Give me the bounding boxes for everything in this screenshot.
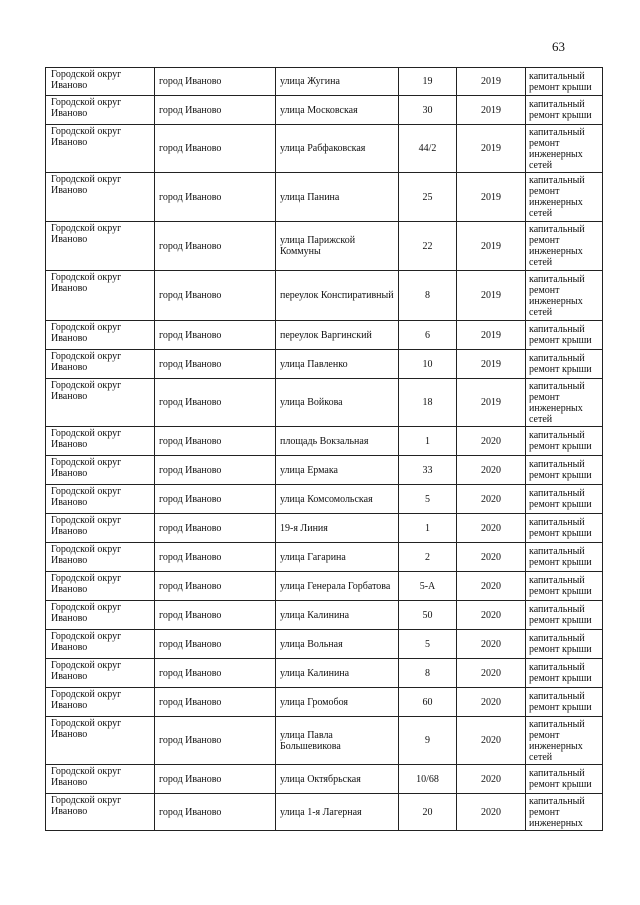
- street-cell: 19-я Линия: [276, 514, 399, 543]
- okrug-cell: Городской округ Иваново: [46, 794, 155, 831]
- city-cell: город Иваново: [155, 125, 276, 173]
- street-cell: переулок Конспиративный: [276, 271, 399, 321]
- table-body: [46, 68, 603, 831]
- city-cell: город Иваново: [155, 271, 276, 321]
- city-cell: город Иваново: [155, 427, 276, 456]
- okrug-cell: Городской округ Иваново: [46, 271, 155, 321]
- house-number-cell: 33: [399, 456, 457, 485]
- street-cell: улица Ермака: [276, 456, 399, 485]
- street-cell: улица Октябрьская: [276, 765, 399, 794]
- house-number-cell: 50: [399, 601, 457, 630]
- page-number: 63: [552, 39, 565, 54]
- work-type-cell: капитальный ремонт крыши: [526, 765, 603, 794]
- year-cell: 2019: [457, 379, 526, 427]
- work-type-cell: капитальный ремонт крыши: [526, 456, 603, 485]
- okrug-cell: Городской округ Иваново: [46, 173, 155, 222]
- work-type-cell: капитальный ремонт крыши: [526, 601, 603, 630]
- year-cell: 2020: [457, 688, 526, 717]
- table-row: [46, 427, 603, 456]
- house-number-cell: 18: [399, 379, 457, 427]
- city-cell: город Иваново: [155, 68, 276, 96]
- table-row: [46, 659, 603, 688]
- house-number-cell: 22: [399, 222, 457, 271]
- work-type-cell: капитальный ремонт инженерных сетей: [526, 222, 603, 271]
- table-row: [46, 794, 603, 831]
- work-type-cell: капитальный ремонт крыши: [526, 514, 603, 543]
- city-cell: город Иваново: [155, 688, 276, 717]
- table-row: [46, 601, 603, 630]
- year-cell: 2019: [457, 271, 526, 321]
- okrug-cell: Городской округ Иваново: [46, 68, 155, 96]
- year-cell: 2019: [457, 222, 526, 271]
- work-type-cell: капитальный ремонт крыши: [526, 630, 603, 659]
- work-type-cell: капитальный ремонт крыши: [526, 96, 603, 125]
- street-cell: улица Вольная: [276, 630, 399, 659]
- work-type-cell: капитальный ремонт крыши: [526, 321, 603, 350]
- city-cell: город Иваново: [155, 379, 276, 427]
- year-cell: 2020: [457, 485, 526, 514]
- table-row: [46, 456, 603, 485]
- okrug-cell: Городской округ Иваново: [46, 379, 155, 427]
- work-type-cell: капитальный ремонт крыши: [526, 659, 603, 688]
- house-number-cell: 5-А: [399, 572, 457, 601]
- city-cell: город Иваново: [155, 456, 276, 485]
- house-number-cell: 19: [399, 68, 457, 96]
- house-number-cell: 5: [399, 630, 457, 659]
- house-number-cell: 8: [399, 271, 457, 321]
- year-cell: 2020: [457, 794, 526, 831]
- year-cell: 2020: [457, 543, 526, 572]
- city-cell: город Иваново: [155, 222, 276, 271]
- city-cell: город Иваново: [155, 173, 276, 222]
- street-cell: улица Панина: [276, 173, 399, 222]
- table-row: [46, 765, 603, 794]
- street-cell: улица Калинина: [276, 659, 399, 688]
- city-cell: город Иваново: [155, 514, 276, 543]
- table-row: [46, 630, 603, 659]
- house-number-cell: 60: [399, 688, 457, 717]
- year-cell: 2020: [457, 659, 526, 688]
- repair-table: [45, 67, 603, 831]
- year-cell: 2019: [457, 350, 526, 379]
- work-type-cell: капитальный ремонт инженерных: [526, 794, 603, 831]
- work-type-cell: капитальный ремонт крыши: [526, 543, 603, 572]
- okrug-cell: Городской округ Иваново: [46, 321, 155, 350]
- city-cell: город Иваново: [155, 765, 276, 794]
- work-type-cell: капитальный ремонт крыши: [526, 427, 603, 456]
- work-type-cell: капитальный ремонт инженерных сетей: [526, 125, 603, 173]
- okrug-cell: Городской округ Иваново: [46, 427, 155, 456]
- work-type-cell: капитальный ремонт инженерных сетей: [526, 717, 603, 765]
- table-row: [46, 125, 603, 173]
- table-row: [46, 321, 603, 350]
- year-cell: 2019: [457, 125, 526, 173]
- okrug-cell: Городской округ Иваново: [46, 688, 155, 717]
- table-row: [46, 350, 603, 379]
- city-cell: город Иваново: [155, 659, 276, 688]
- table-row: [46, 688, 603, 717]
- table-row: [46, 572, 603, 601]
- house-number-cell: 2: [399, 543, 457, 572]
- okrug-cell: Городской округ Иваново: [46, 485, 155, 514]
- table-row: [46, 173, 603, 222]
- table-row: [46, 543, 603, 572]
- table-row: [46, 271, 603, 321]
- house-number-cell: 5: [399, 485, 457, 514]
- house-number-cell: 9: [399, 717, 457, 765]
- okrug-cell: Городской округ Иваново: [46, 514, 155, 543]
- city-cell: город Иваново: [155, 794, 276, 831]
- city-cell: город Иваново: [155, 601, 276, 630]
- street-cell: улица Московская: [276, 96, 399, 125]
- year-cell: 2019: [457, 96, 526, 125]
- table-row: [46, 514, 603, 543]
- house-number-cell: 44/2: [399, 125, 457, 173]
- year-cell: 2020: [457, 601, 526, 630]
- house-number-cell: 1: [399, 514, 457, 543]
- year-cell: 2020: [457, 572, 526, 601]
- work-type-cell: капитальный ремонт инженерных сетей: [526, 271, 603, 321]
- year-cell: 2020: [457, 717, 526, 765]
- work-type-cell: капитальный ремонт инженерных сетей: [526, 379, 603, 427]
- house-number-cell: 1: [399, 427, 457, 456]
- city-cell: город Иваново: [155, 350, 276, 379]
- year-cell: 2020: [457, 427, 526, 456]
- street-cell: улица Калинина: [276, 601, 399, 630]
- house-number-cell: 30: [399, 96, 457, 125]
- city-cell: город Иваново: [155, 717, 276, 765]
- street-cell: улица Павла Большевикова: [276, 717, 399, 765]
- city-cell: город Иваново: [155, 572, 276, 601]
- work-type-cell: капитальный ремонт крыши: [526, 688, 603, 717]
- year-cell: 2020: [457, 456, 526, 485]
- house-number-cell: 10: [399, 350, 457, 379]
- okrug-cell: Городской округ Иваново: [46, 125, 155, 173]
- okrug-cell: Городской округ Иваново: [46, 350, 155, 379]
- year-cell: 2020: [457, 765, 526, 794]
- street-cell: улица Парижской Коммуны: [276, 222, 399, 271]
- street-cell: улица Гагарина: [276, 543, 399, 572]
- work-type-cell: капитальный ремонт инженерных сетей: [526, 173, 603, 222]
- house-number-cell: 25: [399, 173, 457, 222]
- house-number-cell: 6: [399, 321, 457, 350]
- work-type-cell: капитальный ремонт крыши: [526, 350, 603, 379]
- street-cell: улица Рабфаковская: [276, 125, 399, 173]
- table-row: [46, 717, 603, 765]
- street-cell: улица Павленко: [276, 350, 399, 379]
- year-cell: 2020: [457, 630, 526, 659]
- street-cell: улица Генерала Горбатова: [276, 572, 399, 601]
- house-number-cell: 20: [399, 794, 457, 831]
- street-cell: улица Комсомольская: [276, 485, 399, 514]
- okrug-cell: Городской округ Иваново: [46, 659, 155, 688]
- street-cell: улица Громобоя: [276, 688, 399, 717]
- okrug-cell: Городской округ Иваново: [46, 717, 155, 765]
- okrug-cell: Городской округ Иваново: [46, 543, 155, 572]
- house-number-cell: 8: [399, 659, 457, 688]
- street-cell: улица 1-я Лагерная: [276, 794, 399, 831]
- street-cell: площадь Вокзальная: [276, 427, 399, 456]
- year-cell: 2019: [457, 173, 526, 222]
- table-row: [46, 379, 603, 427]
- table-row: [46, 485, 603, 514]
- year-cell: 2019: [457, 68, 526, 96]
- okrug-cell: Городской округ Иваново: [46, 601, 155, 630]
- work-type-cell: капитальный ремонт крыши: [526, 68, 603, 96]
- work-type-cell: капитальный ремонт крыши: [526, 485, 603, 514]
- okrug-cell: Городской округ Иваново: [46, 765, 155, 794]
- year-cell: 2020: [457, 514, 526, 543]
- okrug-cell: Городской округ Иваново: [46, 222, 155, 271]
- okrug-cell: Городской округ Иваново: [46, 630, 155, 659]
- city-cell: город Иваново: [155, 321, 276, 350]
- city-cell: город Иваново: [155, 96, 276, 125]
- okrug-cell: Городской округ Иваново: [46, 96, 155, 125]
- city-cell: город Иваново: [155, 630, 276, 659]
- house-number-cell: 10/68: [399, 765, 457, 794]
- year-cell: 2019: [457, 321, 526, 350]
- okrug-cell: Городской округ Иваново: [46, 572, 155, 601]
- table-row: [46, 68, 603, 96]
- okrug-cell: Городской округ Иваново: [46, 456, 155, 485]
- street-cell: улица Жугина: [276, 68, 399, 96]
- table-row: [46, 96, 603, 125]
- street-cell: переулок Варгинский: [276, 321, 399, 350]
- work-type-cell: капитальный ремонт крыши: [526, 572, 603, 601]
- city-cell: город Иваново: [155, 543, 276, 572]
- table-row: [46, 222, 603, 271]
- street-cell: улица Войкова: [276, 379, 399, 427]
- city-cell: город Иваново: [155, 485, 276, 514]
